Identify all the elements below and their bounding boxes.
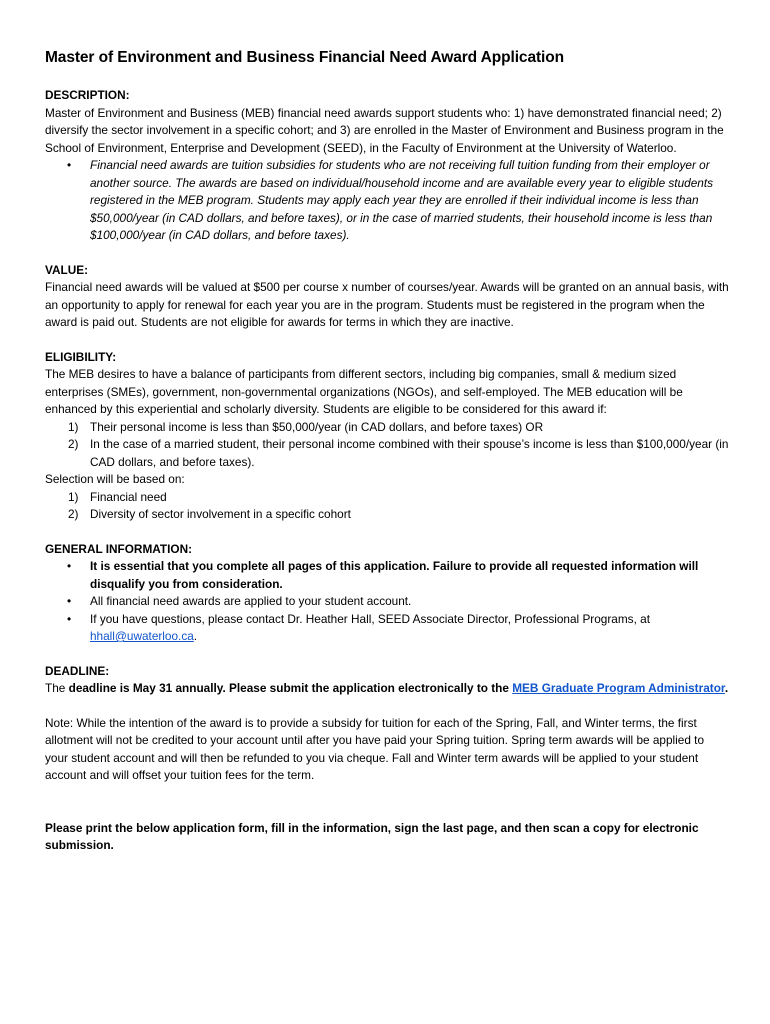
- deadline-prefix: The: [45, 681, 69, 695]
- list-item: [67, 558, 730, 593]
- general-information-list: [45, 558, 730, 646]
- general-information-heading: GENERAL INFORMATION:: [45, 541, 193, 556]
- description-bullet-text: Financial need awards are tuition subsidies for students who are not receiving full tuition funding from their employer or another source. The awards are based on individual/household income and are available every year to eligible students registered in the MEB program. Students may apply each year they are enrolled if their individual income is less than $50,000/year (in CAD dollars, and before taxes), or in the case of married students, their household income is less than $100,000/year (in CAD dollars, and before taxes).: [90, 158, 714, 242]
- list-number: 1): [68, 419, 79, 434]
- value-section: [45, 262, 730, 332]
- description-bullet-list: [45, 157, 730, 245]
- list-number: 2): [68, 507, 79, 521]
- list-item-text: If you have questions, please contact Dr. Heather Hall, SEED Associate Director, Professional Programs, at: [90, 611, 650, 626]
- list-item: [68, 489, 730, 507]
- list-item-text: In the case of a married student, their personal income combined with their spouse’s income is less than $100,000/year (in CAD dollars, and before taxes).: [90, 437, 729, 469]
- deadline-text: [45, 680, 730, 698]
- list-item: [68, 436, 730, 471]
- selection-criteria-list: [45, 489, 730, 524]
- list-number: 2): [68, 437, 79, 451]
- bullet-icon: •: [67, 559, 72, 573]
- general-information-section: [45, 541, 730, 646]
- print-instructions: Please print the below application form, fill in the information, sign the last page, and then scan a copy for electronic submission.: [45, 820, 699, 852]
- punctuation: .: [724, 681, 729, 695]
- list-item-text: Financial need: [90, 489, 167, 504]
- list-item: [67, 593, 730, 611]
- note-paragraph: Note: While the intention of the award is to provide a subsidy for tuition for each of the Spring, Fall, and Winter terms, the first allotment will not be credited to your account until after you have paid your Spring tuition. Spring term awards will be applied to your student account and will then be refunded to you via cheque. Fall and Winter term awards will be applied to your student account and will offset your tuition fees for the term.: [45, 715, 705, 782]
- list-item: [68, 419, 730, 437]
- eligibility-conditions-list: [45, 419, 730, 472]
- deadline-heading: DEADLINE:: [45, 663, 110, 678]
- eligibility-heading: ELIGIBILITY:: [45, 349, 117, 364]
- list-number: 1): [68, 489, 79, 504]
- eligibility-section: [45, 349, 730, 524]
- bullet-icon: •: [67, 594, 72, 608]
- bullet-icon: •: [67, 158, 72, 172]
- deadline-section: [45, 663, 730, 698]
- page-title: Master of Environment and Business Financial Need Award Application: [45, 49, 564, 66]
- program-administrator-link[interactable]: MEB Graduate Program Administrator: [512, 681, 725, 695]
- value-heading: VALUE:: [45, 262, 89, 277]
- list-item-text: All financial need awards are applied to your student account.: [90, 594, 412, 608]
- punctuation: .: [193, 629, 198, 643]
- contact-email-link[interactable]: hhall@uwaterloo.ca: [90, 629, 194, 643]
- list-item: [67, 157, 730, 245]
- value-text: Financial need awards will be valued at $500 per course x number of courses/year. Awards will be granted on an annual basis, with an opportunity to apply for renewal for each year you are in the program. Students must be registered in the program when the award is paid out. Students are not eligible for awards for terms in which they are inactive.: [45, 280, 729, 329]
- eligibility-text: The MEB desires to have a balance of participants from different sectors, including big companies, small & medium sized enterprises (SMEs), government, non-governmental organizations (NGOs), and self-employed. The MEB education will be enhanced by this experiential and scholarly diversity. Students are eligible to be considered for this award if:: [45, 367, 683, 416]
- list-item: [67, 611, 730, 646]
- list-item: [68, 506, 730, 524]
- bullet-icon: •: [67, 611, 72, 626]
- list-item-text: Their personal income is less than $50,000/year (in CAD dollars, and before taxes) OR: [90, 419, 544, 434]
- description-text: Master of Environment and Business (MEB) financial need awards support students who: 1) have demonstrated financial need; 2) diversify the sector involvement in a specific cohort; and 3) are enrolled in the Master of Environment and Business program in the School of Environment, Enterprise and Development (SEED), in the Faculty of Environment at the University of Waterloo.: [45, 105, 724, 155]
- description-section: [45, 87, 730, 245]
- list-item-text: It is essential that you complete all pages of this application. Failure to provide all requested information will disqualify you from consideration.: [90, 559, 699, 591]
- selection-intro: Selection will be based on:: [45, 472, 185, 486]
- description-heading: DESCRIPTION:: [45, 88, 130, 102]
- list-item-text: Diversity of sector involvement in a specific cohort: [90, 507, 351, 521]
- deadline-bold-text: deadline is May 31 annually. Please submit the application electronically to the: [68, 681, 513, 695]
